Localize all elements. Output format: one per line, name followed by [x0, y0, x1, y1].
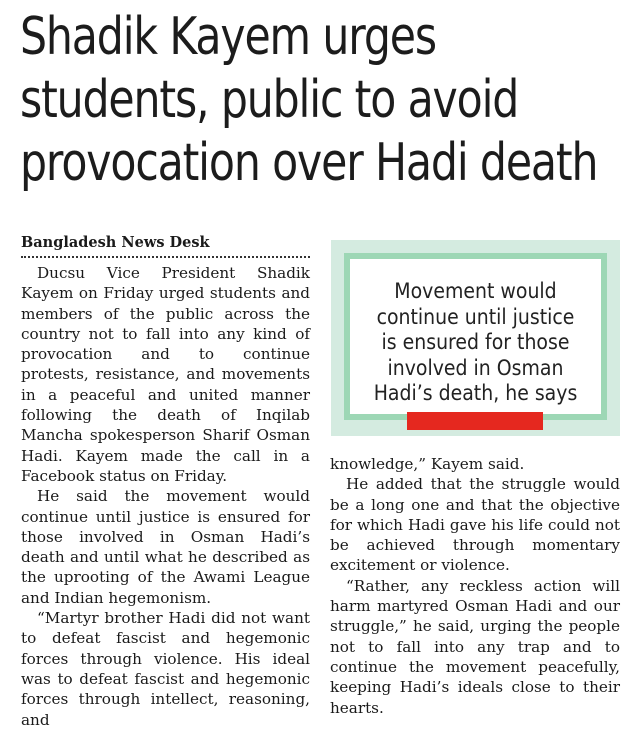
- article-column-2: [330, 454, 620, 718]
- headline-line: Shadik Kayem urges: [20, 7, 436, 67]
- headline: [20, 6, 598, 195]
- pull-quote-line: is ensured for those: [381, 330, 570, 354]
- pull-quote-text: [363, 279, 589, 407]
- article-paragraph: knowledge,” Kayem said.: [330, 455, 525, 473]
- pull-quote-accent-bar: [407, 412, 543, 430]
- pull-quote-line: Movement would: [394, 279, 557, 303]
- article-paragraph: He said the movement would continue until justice is ensured for those involved in Osman Hadi’s death and until what he described as the uprooting of the Awami League and Indian hegemonism.: [21, 487, 310, 607]
- byline: Bangladesh News Desk: [21, 234, 310, 258]
- article-column-1: [21, 263, 310, 730]
- pull-quote-line: continue until justice: [376, 304, 575, 329]
- pull-quote-line: involved in Osman: [387, 355, 564, 380]
- article-paragraph: “Rather, any reckless action will harm martyred Osman Hadi and our struggle,” he said, urging the people not to fall into any trap and to continue the movement peacefully, keeping Hadi’s ideals close to their hearts.: [330, 576, 620, 717]
- headline-line: provocation over Hadi death: [20, 133, 598, 193]
- article-paragraph: “Martyr brother Hadi did not want to defeat fascist and hegemonic forces through violence. His ideal was to defeat fascist and hegemonic forces through intellect, reasoning, and: [21, 609, 310, 729]
- pull-quote-line: Hadi’s death, he says: [373, 381, 578, 405]
- pull-quote-box: [331, 240, 620, 436]
- article-paragraph: Ducsu Vice President Shadik Kayem on Friday urged students and members of the public across the country not to fall into any kind of provocation and to continue protests, resistance, and movements in a peaceful and united manner following the death of Inqilab Mancha spokesperson Sharif Osman Hadi. Kayem made the call in a Facebook status on Friday.: [21, 264, 310, 485]
- headline-line: students, public to avoid: [20, 70, 519, 130]
- pull-quote-frame: [344, 253, 607, 420]
- article-paragraph: He added that the struggle would be a long one and that the objective for which Hadi gave his life could not be achieved through momentary excitement or violence.: [330, 475, 620, 575]
